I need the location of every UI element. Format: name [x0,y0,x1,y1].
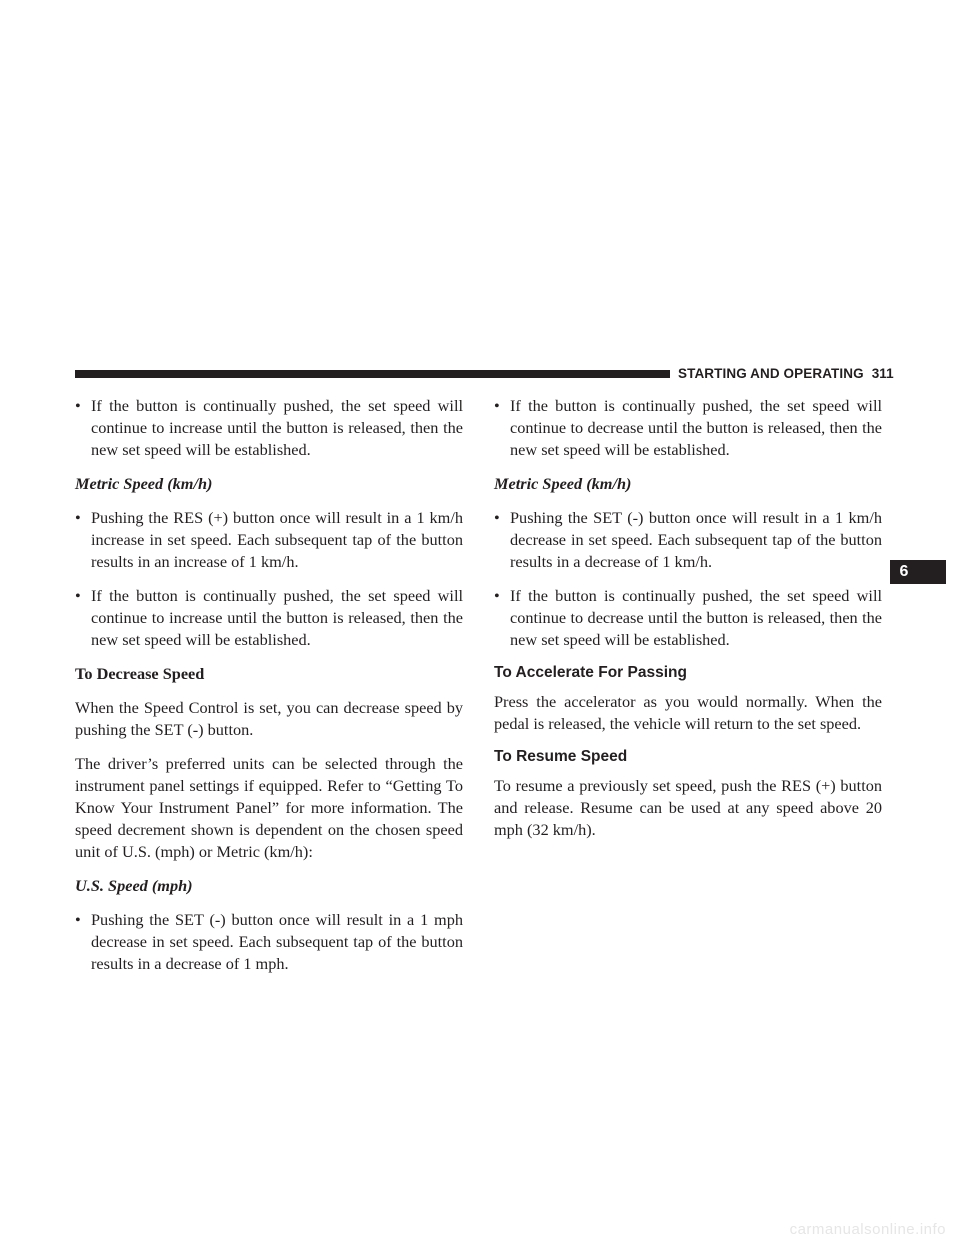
chapter-tab [890,560,946,584]
paragraph: The driver’s preferred units can be selected through the instrument panel settings if equipped. Refer to “Getting To Know Your Instrument Panel” for more information. The speed decrement shown is dependent on the chosen speed unit of U.S. (mph) or Metric (km/h): [75,754,463,861]
list-item-text: If the button is continually pushed, the set speed will continue to increase until the button is released, then the new set speed will be established. [91,586,463,649]
us-speed-heading: U.S. Speed (mph) [75,876,193,895]
paragraph: To resume a previously set speed, push the RES (+) button and release. Resume can be used at any speed above 20 mph (32 km/h). [494,776,882,839]
list-item [75,585,463,651]
bullet-icon: • [494,396,500,415]
list-item-text: Pushing the RES (+) button once will result in a 1 km/h increase in set speed. Each subsequent tap of the button results in an increase of 1 km/h. [91,508,463,571]
page-number: 311 [871,366,894,381]
paragraph: Press the accelerator as you would normally. When the pedal is released, the vehicle will return to the set speed. [494,692,882,733]
bullet-icon: • [494,586,500,605]
running-header [678,364,894,384]
bullet-icon: • [75,508,81,527]
paragraph: When the Speed Control is set, you can decrease speed by pushing the SET (-) button. [75,698,463,739]
resume-heading: To Resume Speed [494,748,628,765]
list-item [75,395,463,461]
left-column [75,395,463,987]
bullet-icon: • [75,586,81,605]
bullet-icon: • [75,910,81,929]
list-item [494,507,882,573]
section-title: STARTING AND OPERATING [678,366,864,381]
list-item-text: If the button is continually pushed, the set speed will continue to decrease until the button is released, then the new set speed will be established. [510,396,882,459]
bullet-icon: • [494,508,500,527]
list-item [75,909,463,975]
list-item-text: Pushing the SET (-) button once will result in a 1 mph decrease in set speed. Each subsequent tap of the button results in a decrease of 1 mph. [91,910,463,973]
bullet-icon: • [75,396,81,415]
decrease-speed-heading: To Decrease Speed [75,664,205,683]
right-column [494,395,882,853]
list-item [494,395,882,461]
list-item [75,507,463,573]
list-item-text: If the button is continually pushed, the set speed will continue to increase until the button is released, then the new set speed will be established. [91,396,463,459]
list-item [494,585,882,651]
watermark: carmanualsonline.info [789,1221,946,1238]
metric-speed-heading: Metric Speed (km/h) [75,474,213,493]
list-item-text: Pushing the SET (-) button once will result in a 1 km/h decrease in set speed. Each subsequent tap of the button results in a decrease of 1 km/h. [510,508,882,571]
list-item-text: If the button is continually pushed, the set speed will continue to decrease until the button is released, then the new set speed will be established. [510,586,882,649]
passing-heading: To Accelerate For Passing [494,664,687,681]
metric-speed-heading: Metric Speed (km/h) [494,474,632,493]
chapter-number: 6 [899,563,909,580]
header-rule [75,370,670,378]
